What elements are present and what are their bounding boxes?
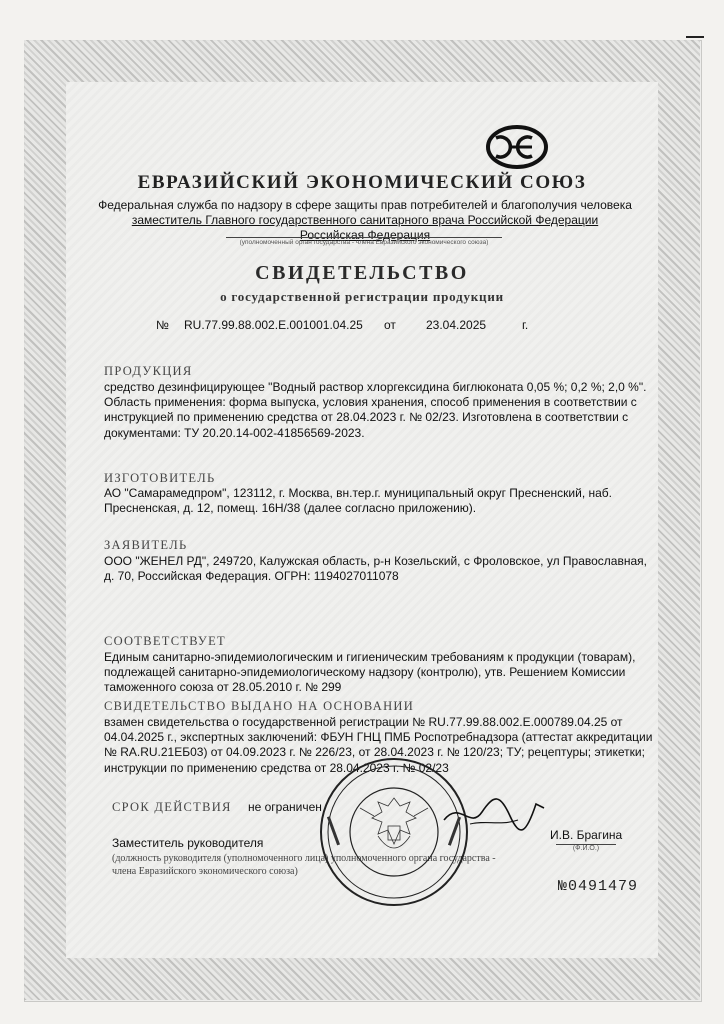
manufacturer-line: АО "Самарамедпром", 123112, г. Москва, вн.тер.г. муниципальный округ Пресненский, наб. bbox=[104, 486, 613, 500]
serial-number: №0491479 bbox=[558, 878, 639, 895]
applicant-line: ООО "ЖЕНЕЛ РД", 249720, Калужская область, р-н Козельский, с Фроловское, ул Православная, bbox=[104, 554, 647, 568]
conformity-heading: СООТВЕТСТВУЕТ bbox=[104, 634, 226, 648]
authority-caption: (уполномоченный орган государства - члена Евразийского экономического союза) bbox=[226, 237, 502, 246]
certificate-subtitle: о государственной регистрации продукции bbox=[220, 289, 504, 304]
product-heading: ПРОДУКЦИЯ bbox=[104, 364, 193, 378]
product-line: документами: ТУ 20.20.14-002-41856569-2023. bbox=[104, 425, 365, 440]
applicant-heading: ЗАЯВИТЕЛЬ bbox=[104, 538, 188, 552]
product-section bbox=[104, 380, 664, 441]
applicant-line: д. 70, Российская Федерация. ОГРН: 1194027011078 bbox=[104, 569, 399, 584]
basis-heading: СВИДЕТЕЛЬСТВО ВЫДАНО НА ОСНОВАНИИ bbox=[104, 699, 415, 713]
authority-line: заместитель Главного государственного санитарного врача Российской Федерации bbox=[131, 213, 599, 227]
validity-heading: СРОК ДЕЙСТВИЯ bbox=[112, 800, 232, 814]
conformity-line: Единым санитарно-эпидемиологическим и гигиеническим требованиям к продукции (товарам), bbox=[104, 650, 636, 664]
conformity-section bbox=[104, 650, 664, 696]
signatory-caption bbox=[112, 852, 496, 878]
signatory-caption-line: члена Евразийского экономического союза) bbox=[112, 866, 298, 877]
signature bbox=[440, 790, 550, 840]
signatory-caption-line: (должность руководителя (уполномоченного лица) уполномоченного органа государства - bbox=[112, 853, 496, 864]
authority-country: Российская Федерация bbox=[299, 228, 431, 242]
certificate-title: СВИДЕТЕЛЬСТВО bbox=[255, 262, 469, 284]
basis-line: взамен свидетельства о государственной регистрации № RU.77.99.88.002.Е.000789.04.25 от bbox=[104, 715, 623, 729]
manufacturer-heading: ИЗГОТОВИТЕЛЬ bbox=[104, 471, 216, 485]
authority-line: Федеральная служба по надзору в сфере защиты прав потребителей и благополучия человека bbox=[98, 198, 632, 212]
union-title: ЕВРАЗИЙСКИЙ ЭКОНОМИЧЕСКИЙ СОЮЗ bbox=[137, 172, 587, 193]
validity-value: не ограничен bbox=[248, 800, 322, 814]
product-line: Область применения: форма выпуска, условия хранения, способ применения в соответствии с bbox=[104, 395, 637, 410]
conformity-line: таможенного союза от 28.05.2010 г. № 299 bbox=[104, 680, 342, 695]
basis-line: инструкции по применению средства от 28.04.2023 г. № 02/23 bbox=[104, 760, 449, 775]
signatory-position: Заместитель руководителя bbox=[112, 836, 264, 850]
se-logo-icon bbox=[486, 125, 548, 169]
certificate-number: RU.77.99.88.002.Е.001001.04.25 bbox=[184, 318, 363, 332]
manufacturer-section bbox=[104, 486, 664, 516]
date-prefix: от bbox=[384, 318, 396, 332]
product-line: инструкцией по применению средства от 28.04.2023 г. № 02/23. Изготовлена в соответствии с bbox=[104, 410, 629, 425]
basis-line: 04.04.2025 г., экспертных заключений: ФБУН ГНЦ ПМБ Роспотребнадзора (аттестат аккредитации bbox=[104, 730, 653, 745]
number-prefix: № bbox=[156, 318, 169, 332]
product-line: средство дезинфицирующее "Водный раствор хлоргексидина биглюконата 0,05 %; 0,2 %; 2,0 %". bbox=[104, 380, 647, 394]
basis-line: № RA.RU.21ЕБ03) от 04.09.2023 г. № 226/23, от 28.04.2023 г. № 120/23; ТУ; рецептуры; этикетки; bbox=[104, 745, 645, 760]
edge-mark bbox=[686, 36, 704, 38]
certificate-date: 23.04.2025 bbox=[426, 318, 487, 332]
manufacturer-line: Пресненская, д. 12, помещ. 16Н/38 (далее согласно приложению). bbox=[104, 501, 477, 516]
date-suffix: г. bbox=[522, 318, 529, 332]
signatory-name-caption: (Ф.И.О.) bbox=[556, 844, 616, 852]
applicant-section bbox=[104, 554, 664, 584]
conformity-line: подлежащей санитарно-эпидемиологическому надзору (контролю), утв. Решением Комиссии bbox=[104, 665, 626, 680]
signatory-name: И.В. Брагина bbox=[550, 828, 623, 842]
